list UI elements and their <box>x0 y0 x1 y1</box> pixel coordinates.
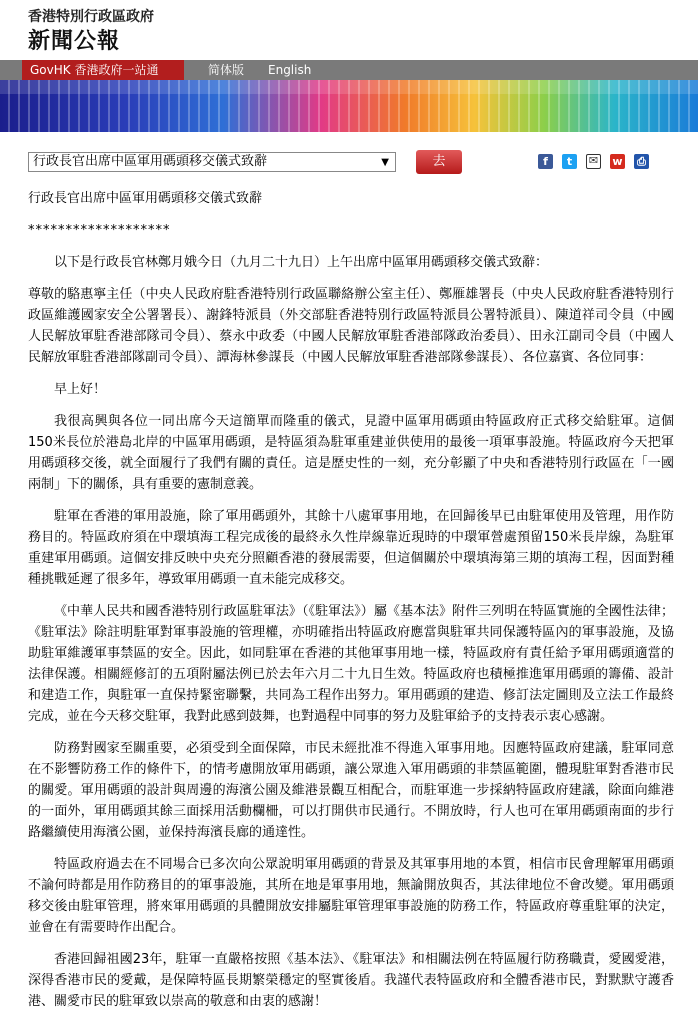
paragraph: 我很高興與各位一同出席今天這簡單而隆重的儀式，見證中區軍用碼頭由特區政府正式移交給駐軍。這個150米長位於港島北岸的中區軍用碼頭，是特區須為駐軍重建並供使用的最後一項軍事設施。特區政府今天把軍用碼頭移交後，就全面履行了我們有關的責任。這是歷史性的一刻，充分彰顯了中央和香港特別行政區在「一國兩制」下的關係，具有重要的憲制意義。 <box>28 414 674 492</box>
paragraph: 特區政府過去在不同場合已多次向公眾說明軍用碼頭的背景及其軍事用地的本質，相信市民會理解軍用碼頭不論何時都是用作防務目的的軍事設施，其所在地是軍事用地，無論開放與否，其法律地位不會改變。軍用碼頭移交後由駐軍管理，將來軍用碼頭的具體開放安排屬駐軍管理軍事設施的防務工作，特區政府尊重駐軍的決定，並會在有需要時作出配合。 <box>28 857 674 935</box>
print-icon[interactable]: ⎙ <box>634 154 649 169</box>
site-header <box>0 0 698 58</box>
top-nav <box>0 60 698 80</box>
simplified-chinese-link[interactable]: 简体版 <box>208 63 245 77</box>
paragraph: 駐軍在香港的軍用設施，除了軍用碼頭外，其餘十八處軍事用地，在回歸後早已由駐軍使用及管理，用作防務目的。特區政府須在中環填海工程完成後的最終永久性岸線靠近現時的中環軍營處預留150米長岸線，為駐軍重建軍用碼頭。這個安排反映中央充分照顧香港的發展需要，但這個關於中環填海第三期的填海工程，因面對種種挑戰延遲了很多年，導致軍用碼頭一直未能完成移交。 <box>28 509 674 587</box>
govhk-link[interactable]: GovHK 香港政府一站通 <box>22 60 184 80</box>
dropdown-arrow-icon: ▼ <box>381 157 389 168</box>
org-name: 香港特別行政區政府 <box>28 9 154 25</box>
banner-image <box>0 80 698 132</box>
selected-title: 行政長官出席中區軍用碼頭移交儀式致辭 <box>33 154 268 169</box>
twitter-icon[interactable]: t <box>562 154 577 169</box>
press-release-select[interactable] <box>28 152 396 172</box>
paragraph: 早上好！ <box>54 382 107 397</box>
paragraph: 防務對國家至關重要，必須受到全面保障，市民未經批准不得進入軍事用地。因應特區政府建議，駐軍同意在不影響防務工作的條件下，的情考慮開放軍用碼頭，讓公眾進入軍用碼頭的非禁區範圍，體現駐軍對香港市民的關愛。軍用碼頭的設計與周邊的海濱公園及維港景觀互相配合，而駐軍進一步採納特區政府建議，除面向維港的一面外，軍用碼頭其餘三面採用活動欄柵，可以打開供市民通行。不開放時，行人也可在軍用碼頭南面的步行路繼續使用海濱公園，並保持海濱長廊的通達性。 <box>28 741 674 840</box>
toolbar <box>0 144 698 184</box>
title-separator: ******************* <box>28 223 171 238</box>
page-title: 新聞公報 <box>28 29 121 54</box>
article-body <box>28 188 674 1023</box>
paragraph: 《中華人民共和國香港特別行政區駐軍法》（《駐軍法》）屬《基本法》附件三列明在特區實施的全國性法律；《駐軍法》除註明駐軍對軍事設施的管理權，亦明確指出特區政府應當與駐軍共同保護特區內的軍事設施，及協助駐軍維護軍事禁區的安全。因此，如同駐軍在香港的其他軍事用地一樣，特區政府有責任給予軍用碼頭適當的法律保護。相關經修訂的五項附屬法例已於去年六月二十九日生效。特區政府也積極推進軍用碼頭的籌備、設計和建造工作，與駐軍一直保持緊密聯繫，共同為工程作出努力。軍用碼頭的建造、修訂法定圖則及立法工作最終完成，並在今天移交駐軍，我對此感到鼓舞，也對過程中同事的努力及駐軍給予的支持表示衷心感謝。 <box>28 604 674 724</box>
email-icon[interactable]: ✉ <box>586 154 601 169</box>
facebook-icon[interactable]: f <box>538 154 553 169</box>
paragraph: 尊敬的駱惠寧主任（中央人民政府駐香港特別行政區聯絡辦公室主任）、鄭雁雄署長（中央人民政府駐香港特別行政區維護國家安全公署署長）、謝鋒特派員（外交部駐香港特別行政區特派員公署特派員）、陳道祥司令員（中國人民解放軍駐香港部隊司令員）、蔡永中政委（中國人民解放軍駐香港部隊政治委員）、田永江副司令員（中國人民解放軍駐香港部隊副司令員）、譚海林參謀長（中國人民解放軍駐香港部隊參謀長）、各位嘉賓、各位同事： <box>28 287 674 365</box>
weibo-icon[interactable]: w <box>610 154 625 169</box>
go-button[interactable]: 去 <box>416 150 462 174</box>
paragraph: 香港回歸祖國23年，駐軍一直嚴格按照《基本法》、《駐軍法》和相關法例在特區履行防務職責，愛國愛港，深得香港市民的愛戴，是保障特區長期繁榮穩定的堅實後盾。我謹代表特區政府和全體香港市民，對默默守護香港、關愛市民的駐軍致以崇高的敬意和由衷的感謝！ <box>28 952 674 1009</box>
article-title: 行政長官出席中區軍用碼頭移交儀式致辭 <box>28 191 263 206</box>
paragraph: 以下是行政長官林鄭月娥今日（九月二十九日）上午出席中區軍用碼頭移交儀式致辭： <box>54 255 549 270</box>
english-link[interactable]: English <box>268 63 312 77</box>
